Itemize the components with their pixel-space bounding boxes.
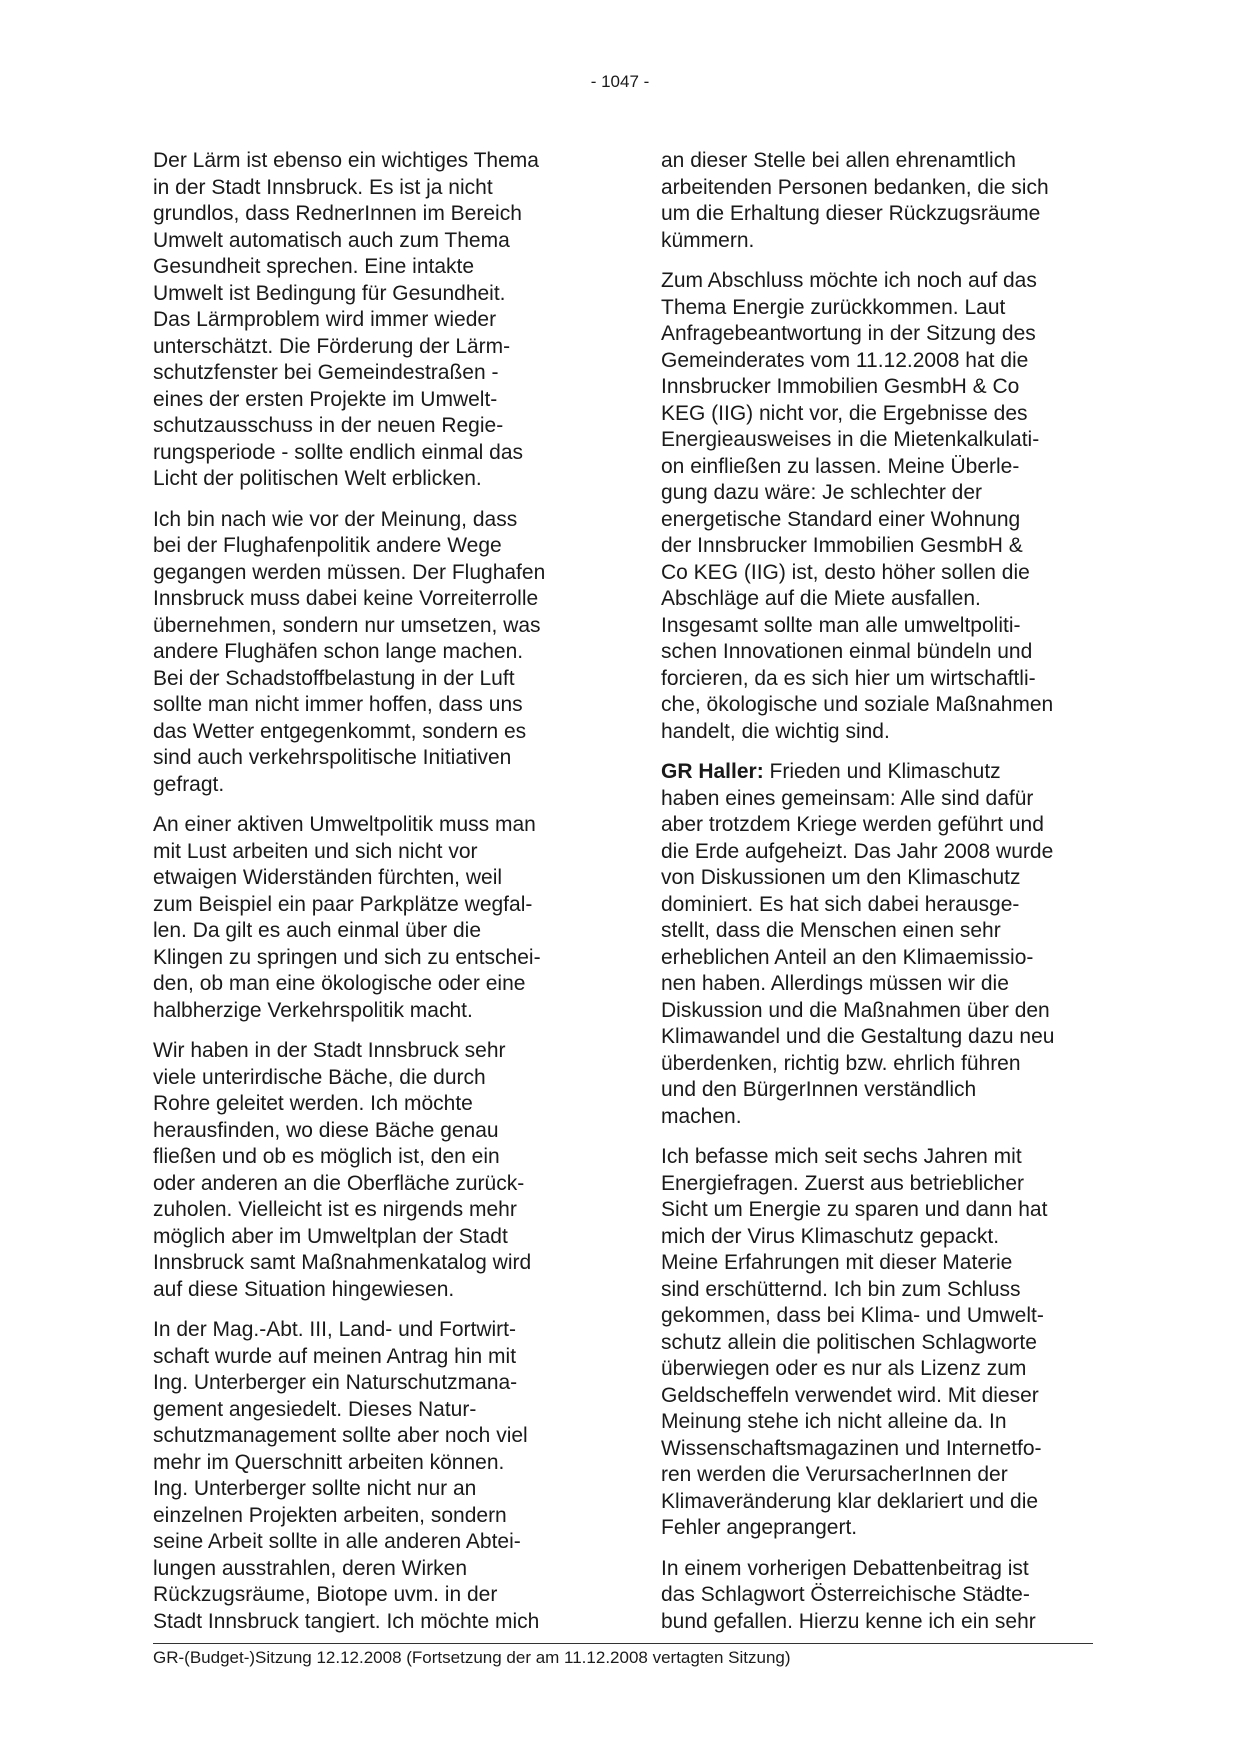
text-line: oder anderen an die Oberfläche zurück- bbox=[153, 1171, 525, 1195]
paragraph bbox=[153, 812, 589, 1024]
right-column bbox=[661, 148, 1097, 1649]
text-line: um die Erhaltung dieser Rückzugsräume bbox=[661, 202, 1041, 225]
page-number: - 1047 - bbox=[590, 72, 650, 91]
text-line: mich der Virus Klimaschutz gepackt. bbox=[661, 1224, 1000, 1248]
text-line: übernehmen, sondern nur umsetzen, was bbox=[153, 613, 541, 637]
text-line: Insgesamt sollte man alle umweltpoliti- bbox=[661, 613, 1021, 637]
text-line: von Diskussionen um den Klimaschutz bbox=[661, 866, 1021, 889]
text-line: herausfinden, wo diese Bäche genau bbox=[153, 1118, 499, 1142]
text-line: In der Mag.-Abt. III, Land- und Fortwirt- bbox=[153, 1318, 516, 1341]
text-line: möglich aber im Umweltplan der Stadt bbox=[153, 1224, 508, 1248]
text-line: Ich befasse mich seit sechs Jahren mit bbox=[661, 1145, 1022, 1168]
paragraph bbox=[153, 148, 589, 493]
text-line: unterschätzt. Die Förderung der Lärm- bbox=[153, 334, 511, 358]
text-line: stellt, dass die Menschen einen sehr bbox=[661, 919, 1001, 942]
text-line: Wissenschaftsmagazinen und Internetfo- bbox=[661, 1436, 1042, 1460]
paragraph bbox=[153, 507, 589, 799]
text-line: Meine Erfahrungen mit dieser Materie bbox=[661, 1251, 1013, 1274]
text-line: Energieausweises in die Mietenkalkulati- bbox=[661, 428, 1040, 451]
text-line: Das Lärmproblem wird immer wieder bbox=[153, 308, 497, 331]
text-line bbox=[661, 759, 1097, 786]
text-line: Innsbrucker Immobilien GesmbH & Co bbox=[661, 375, 1020, 398]
text-line: ren werden die VerursacherInnen der bbox=[661, 1463, 1008, 1486]
text-line: Co KEG (IIG) ist, desto höher sollen die bbox=[661, 560, 1030, 584]
text-line: Diskussion und die Maßnahmen über den bbox=[661, 998, 1050, 1022]
text-line: on einfließen zu lassen. Meine Überle- bbox=[661, 454, 1020, 478]
text-line: Zum Abschluss möchte ich noch auf das bbox=[661, 269, 1037, 292]
text-line: Ing. Unterberger ein Naturschutzmana- bbox=[153, 1371, 518, 1394]
text-line: überwiegen oder es nur als Lizenz zum bbox=[661, 1357, 1027, 1380]
text-line: zum Beispiel ein paar Parkplätze wegfal- bbox=[153, 892, 533, 916]
text-line: Energiefragen. Zuerst aus betrieblicher bbox=[661, 1171, 1025, 1195]
text-line: schen Innovationen einmal bündeln und bbox=[661, 640, 1033, 663]
text-line: KEG (IIG) nicht vor, die Ergebnisse des bbox=[661, 401, 1028, 425]
text-line: Anfragebeantwortung in der Sitzung des bbox=[661, 322, 1036, 345]
text-line: Meinung stehe ich nicht alleine da. In bbox=[661, 1410, 1007, 1433]
text-line: andere Flughäfen schon lange machen. bbox=[153, 640, 524, 663]
paragraph bbox=[661, 1144, 1097, 1542]
text-line: an dieser Stelle bei allen ehrenamtlich bbox=[661, 149, 1016, 172]
text-line: mehr im Querschnitt arbeiten können. bbox=[153, 1450, 505, 1474]
text-line: in der Stadt Innsbruck. Es ist ja nicht bbox=[153, 175, 493, 199]
text-line: Umwelt ist Bedingung für Gesundheit. bbox=[153, 281, 506, 305]
text-line: An einer aktiven Umweltpolitik muss man bbox=[153, 813, 536, 836]
text-line: gegangen werden müssen. Der Flughafen bbox=[153, 560, 546, 584]
text-line: Thema Energie zurückkommen. Laut bbox=[661, 295, 1006, 319]
text-line: len. Da gilt es auch einmal über die bbox=[153, 919, 482, 942]
text-line: gement angesiedelt. Dieses Natur- bbox=[153, 1397, 477, 1421]
text-line: der Innsbrucker Immobilien GesmbH & bbox=[661, 534, 1023, 557]
text-line: gefragt. bbox=[153, 772, 225, 796]
text-line: mit Lust arbeiten und sich nicht vor bbox=[153, 839, 478, 863]
text-line: erheblichen Anteil an den Klimaemissio- bbox=[661, 945, 1034, 969]
text-line: Klimaveränderung klar deklariert und die bbox=[661, 1489, 1039, 1513]
text-line: Ing. Unterberger sollte nicht nur an bbox=[153, 1477, 477, 1500]
text-line: einzelnen Projekten arbeiten, sondern bbox=[153, 1503, 507, 1527]
text-line: viele unterirdische Bäche, die durch bbox=[153, 1065, 486, 1089]
text-line: bei der Flughafenpolitik andere Wege bbox=[153, 534, 502, 557]
text-line: schutzfenster bei Gemeindestraßen - bbox=[153, 361, 499, 384]
text-line: Sicht um Energie zu sparen und dann hat bbox=[661, 1198, 1048, 1221]
text-line: aber trotzdem Kriege werden geführt und bbox=[661, 813, 1044, 836]
text-line: schaft wurde auf meinen Antrag hin mit bbox=[153, 1344, 517, 1368]
footer-text: GR-(Budget-)Sitzung 12.12.2008 (Fortsetzung der am 11.12.2008 vertagten Sitzung) bbox=[153, 1648, 791, 1667]
text-line: Stadt Innsbruck tangiert. Ich möchte mich bbox=[153, 1609, 540, 1633]
text-line: das Schlagwort Österreichische Städte- bbox=[661, 1583, 1030, 1606]
speaker-line-rest: Frieden und Klimaschutz bbox=[763, 760, 1001, 783]
text-line: haben eines gemeinsam: Alle sind dafür bbox=[661, 786, 1034, 810]
text-line: Innsbruck samt Maßnahmenkatalog wird bbox=[153, 1251, 532, 1274]
footer-divider bbox=[153, 1643, 1093, 1644]
text-line: Gemeinderates vom 11.12.2008 hat die bbox=[661, 348, 1029, 372]
text-line: den, ob man eine ökologische oder eine bbox=[153, 972, 526, 995]
text-line: rungsperiode - sollte endlich einmal das bbox=[153, 440, 524, 464]
paragraph bbox=[661, 1556, 1097, 1636]
text-line: auf diese Situation hingewiesen. bbox=[153, 1277, 455, 1301]
text-line: Ich bin nach wie vor der Meinung, dass bbox=[153, 507, 518, 531]
text-line: nen haben. Allerdings müssen wir die bbox=[661, 972, 1009, 995]
text-line: sind auch verkehrspolitische Initiativen bbox=[153, 746, 512, 769]
text-line: arbeitenden Personen bedanken, die sich bbox=[661, 175, 1049, 199]
text-line: kümmern. bbox=[661, 228, 755, 252]
text-line: Fehler angeprangert. bbox=[661, 1516, 858, 1539]
text-line: Abschläge auf die Miete ausfallen. bbox=[661, 587, 981, 610]
text-line: Klingen zu springen und sich zu entschei- bbox=[153, 945, 541, 969]
text-line: schutzausschuss in der neuen Regie- bbox=[153, 414, 504, 437]
paragraph bbox=[661, 759, 1097, 1130]
text-line: energetische Standard einer Wohnung bbox=[661, 507, 1021, 531]
text-line: grundlos, dass RednerInnen im Bereich bbox=[153, 202, 522, 225]
text-line: Rohre geleitet werden. Ich möchte bbox=[153, 1092, 473, 1115]
text-line: che, ökologische und soziale Maßnahmen bbox=[661, 693, 1054, 716]
text-line: halbherzige Verkehrspolitik macht. bbox=[153, 998, 473, 1022]
text-line: schutz allein die politischen Schlagworte bbox=[661, 1330, 1037, 1354]
text-line: und den BürgerInnen verständlich bbox=[661, 1078, 977, 1101]
text-line: das Wetter entgegenkommt, sondern es bbox=[153, 719, 527, 743]
left-column bbox=[153, 148, 589, 1649]
text-line: gekommen, dass bei Klima- und Umwelt- bbox=[661, 1304, 1044, 1327]
text-line: schutzmanagement sollte aber noch viel bbox=[153, 1424, 528, 1447]
text-line: forcieren, da es sich hier um wirtschaftli- bbox=[661, 666, 1036, 690]
text-line: fließen und ob es möglich ist, den ein bbox=[153, 1145, 500, 1168]
paragraph bbox=[661, 148, 1097, 254]
text-line: überdenken, richtig bzw. ehrlich führen bbox=[661, 1051, 1021, 1075]
text-line: handelt, die wichtig sind. bbox=[661, 719, 890, 743]
text-line: sind erschütternd. Ich bin zum Schluss bbox=[661, 1277, 1021, 1301]
text-line: Licht der politischen Welt erblicken. bbox=[153, 467, 482, 490]
text-line: bund gefallen. Hierzu kenne ich ein sehr bbox=[661, 1609, 1036, 1633]
paragraph bbox=[661, 268, 1097, 745]
text-line: Innsbruck muss dabei keine Vorreiterrolle bbox=[153, 587, 539, 610]
text-line: Geldscheffeln verwendet wird. Mit dieser bbox=[661, 1383, 1039, 1407]
text-line: Klimawandel und die Gestaltung dazu neu bbox=[661, 1025, 1055, 1048]
text-line: gung dazu wäre: Je schlechter der bbox=[661, 481, 983, 504]
text-line: eines der ersten Projekte im Umwelt- bbox=[153, 387, 498, 411]
text-line: Bei der Schadstoffbelastung in der Luft bbox=[153, 666, 515, 690]
text-line: Wir haben in der Stadt Innsbruck sehr bbox=[153, 1039, 506, 1062]
text-line: seine Arbeit sollte in alle anderen Abtei- bbox=[153, 1530, 521, 1553]
text-line: machen. bbox=[661, 1104, 742, 1128]
text-line: sollte man nicht immer hoffen, dass uns bbox=[153, 693, 523, 716]
paragraph bbox=[153, 1038, 589, 1303]
speaker-name: GR Haller: bbox=[661, 760, 764, 783]
text-line: etwaigen Widerständen fürchten, weil bbox=[153, 866, 503, 889]
text-line: zuholen. Vielleicht ist es nirgends mehr bbox=[153, 1198, 517, 1221]
text-line: Der Lärm ist ebenso ein wichtiges Thema bbox=[153, 149, 539, 172]
text-line: In einem vorherigen Debattenbeitrag ist bbox=[661, 1556, 1029, 1580]
text-line: die Erde aufgeheizt. Das Jahr 2008 wurde bbox=[661, 839, 1054, 863]
text-line: Umwelt automatisch auch zum Thema bbox=[153, 228, 510, 252]
text-line: Gesundheit sprechen. Eine intakte bbox=[153, 255, 475, 278]
text-line: lungen ausstrahlen, deren Wirken bbox=[153, 1556, 468, 1580]
text-line: dominiert. Es hat sich dabei herausge- bbox=[661, 892, 1020, 916]
text-line: Rückzugsräume, Biotope uvm. in der bbox=[153, 1583, 498, 1606]
paragraph bbox=[153, 1317, 589, 1635]
